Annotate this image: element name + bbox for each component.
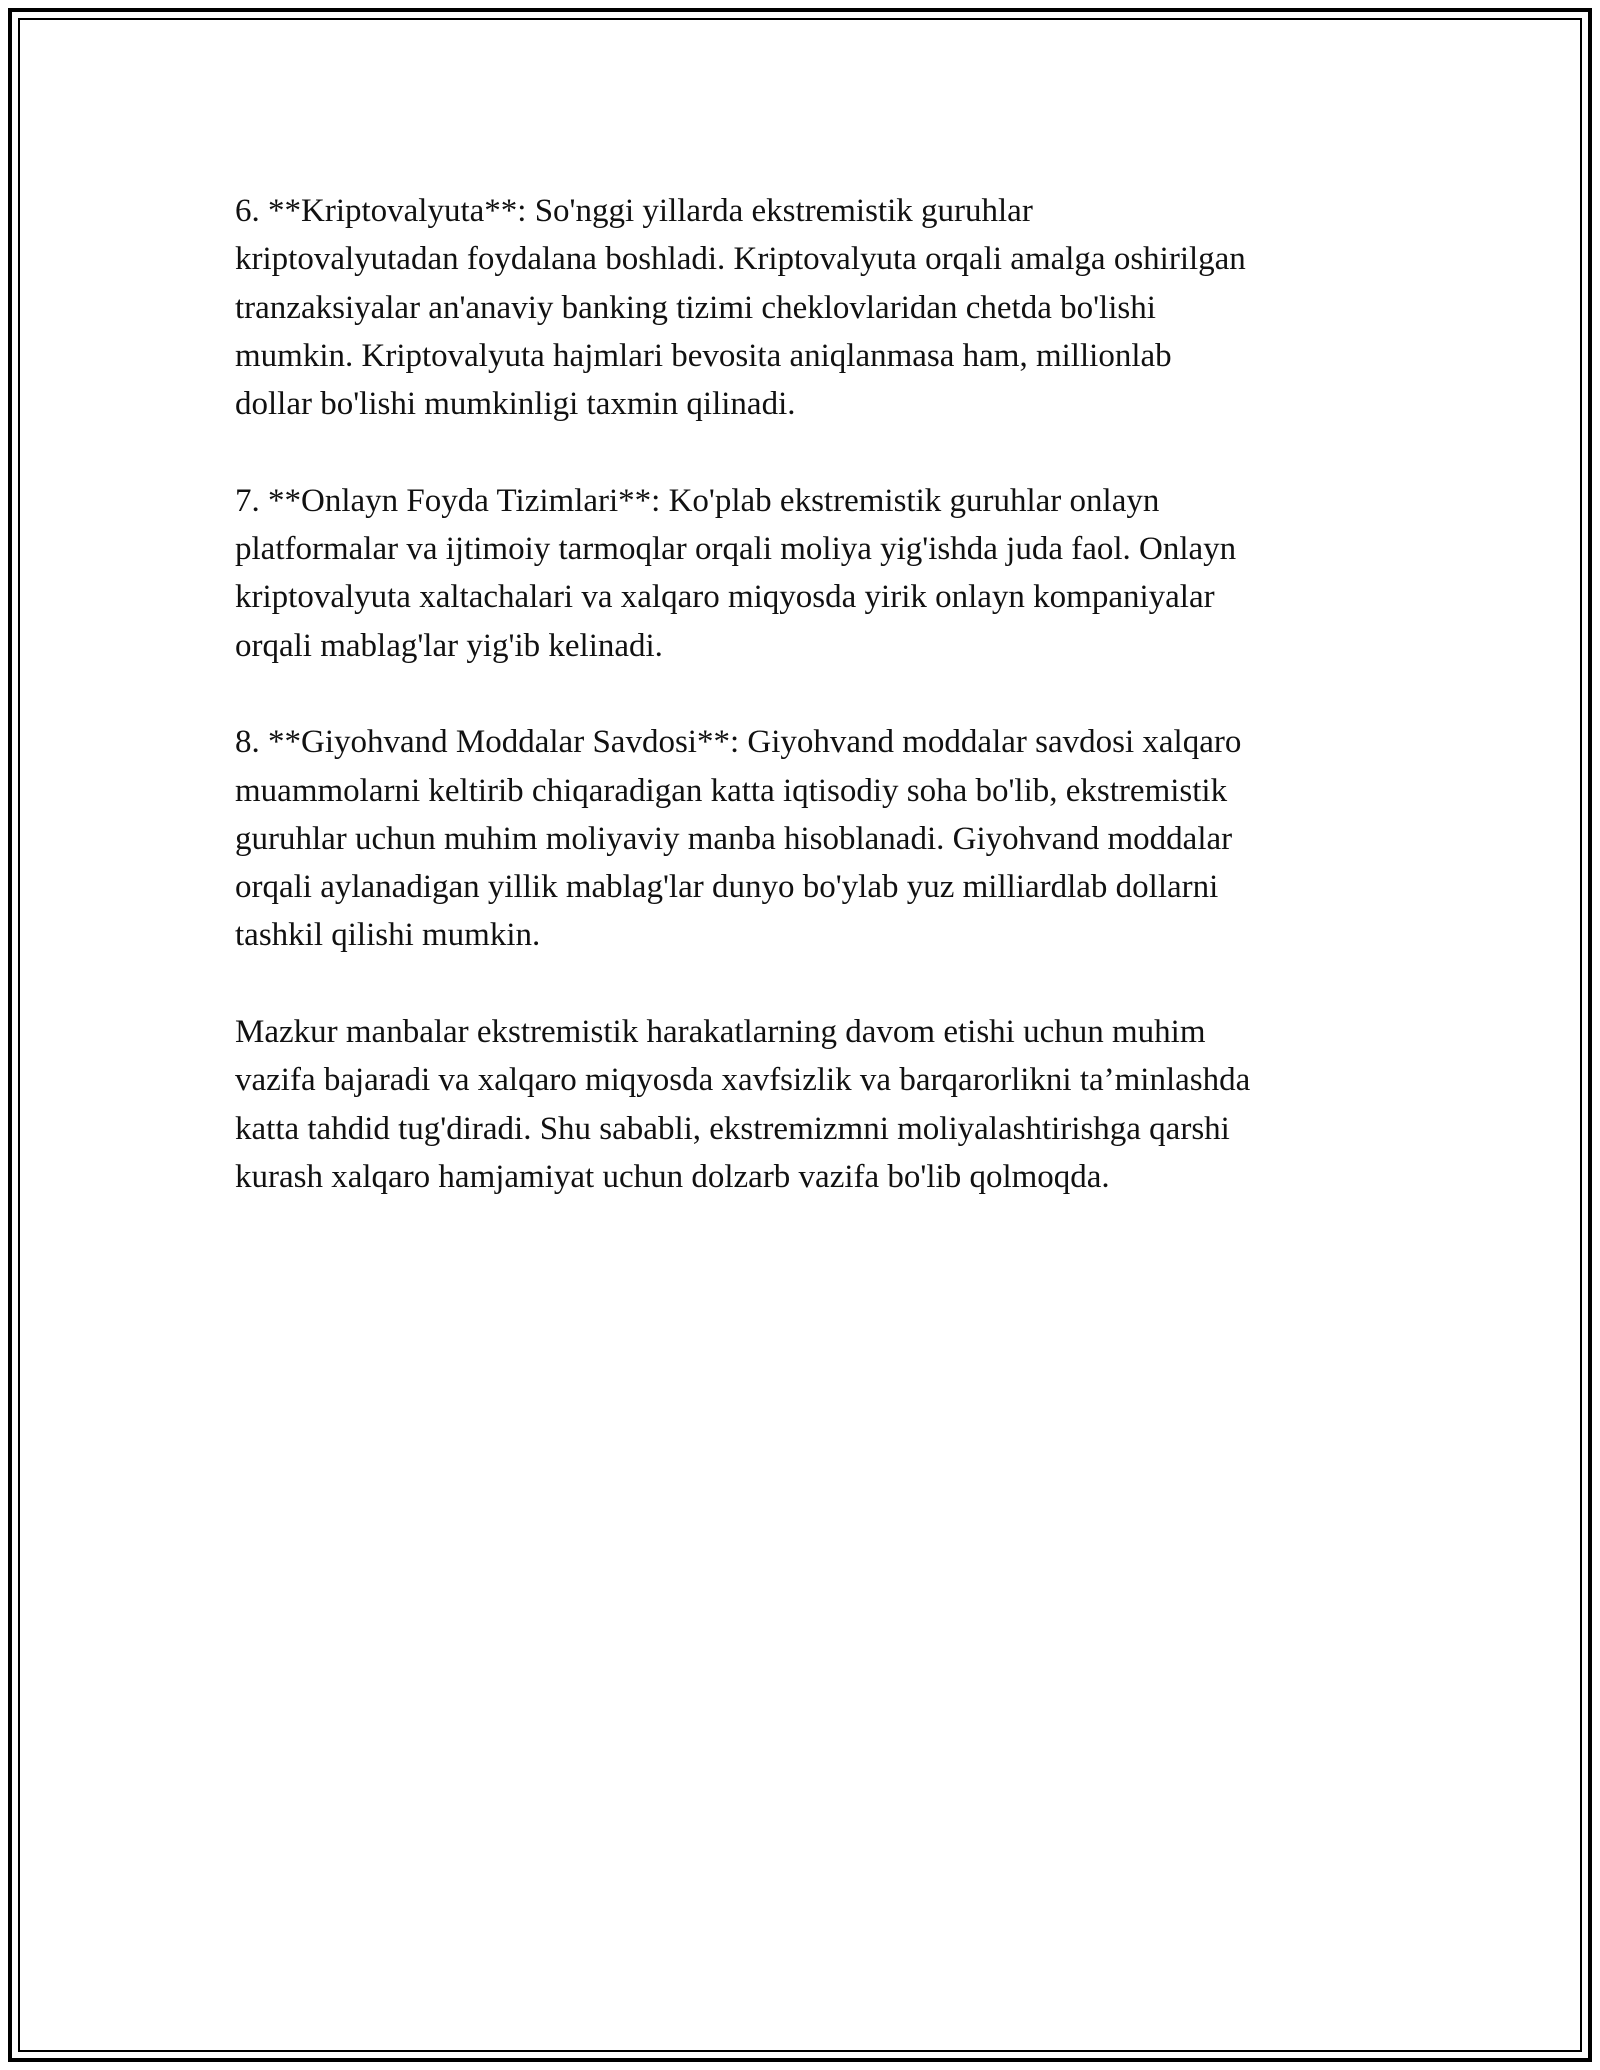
text-line: 7. **Onlayn Foyda Tizimlari**: Ko'plab ekstremistik guruhlar onlayn bbox=[235, 482, 1160, 519]
text-line: Mazkur manbalar ekstremistik harakatlarning davom etishi uchun muhim bbox=[235, 1014, 1206, 1051]
text-line: muammolarni keltirib chiqaradigan katta iqtisodiy soha bo'lib, ekstremistik bbox=[235, 772, 1228, 809]
text-line: katta tahdid tug'diradi. Shu sababli, ekstremizmni moliyalashtirishga qarshi bbox=[235, 1110, 1230, 1147]
text-line: tashkil qilishi mumkin. bbox=[235, 917, 541, 954]
text-line: kriptovalyutadan foydalana boshladi. Kriptovalyuta orqali amalga oshirilgan bbox=[235, 241, 1246, 278]
paragraph-cryptocurrency bbox=[235, 187, 1415, 428]
text-line: mumkin. Kriptovalyuta hajmlari bevosita aniqlanmasa ham, millionlab bbox=[235, 337, 1172, 374]
paragraph-drug-trade bbox=[235, 718, 1415, 959]
text-line: guruhlar uchun muhim moliyaviy manba hisoblanadi. Giyohvand moddalar bbox=[235, 820, 1233, 857]
text-line: kurash xalqaro hamjamiyat uchun dolzarb vazifa bo'lib qolmoqda. bbox=[235, 1158, 1110, 1195]
text-line: kriptovalyuta xaltachalari va xalqaro miqyosda yirik onlayn kompaniyalar bbox=[235, 579, 1215, 616]
text-line: platformalar va ijtimoiy tarmoqlar orqali moliya yig'ishda juda faol. Onlayn bbox=[235, 531, 1237, 568]
text-line: orqali aylanadigan yillik mablag'lar dunyo bo'ylab yuz milliardlab dollarni bbox=[235, 869, 1219, 906]
text-line: 8. **Giyohvand Moddalar Savdosi**: Giyohvand moddalar savdosi xalqaro bbox=[235, 724, 1242, 761]
paragraph-online-profit-systems bbox=[235, 477, 1415, 670]
document-body bbox=[235, 187, 1415, 1250]
text-line: orqali mablag'lar yig'ib kelinadi. bbox=[235, 627, 663, 664]
text-line: dollar bo'lishi mumkinligi taxmin qilinadi. bbox=[235, 386, 796, 423]
text-line: tranzaksiyalar an'anaviy banking tizimi cheklovlaridan chetda bo'lishi bbox=[235, 289, 1156, 326]
text-line: vazifa bajaradi va xalqaro miqyosda xavfsizlik va barqarorlikni ta’minlashda bbox=[235, 1062, 1251, 1099]
text-line: 6. **Kriptovalyuta**: So'nggi yillarda ekstremistik guruhlar bbox=[235, 193, 1033, 229]
paragraph-conclusion bbox=[235, 1008, 1415, 1201]
